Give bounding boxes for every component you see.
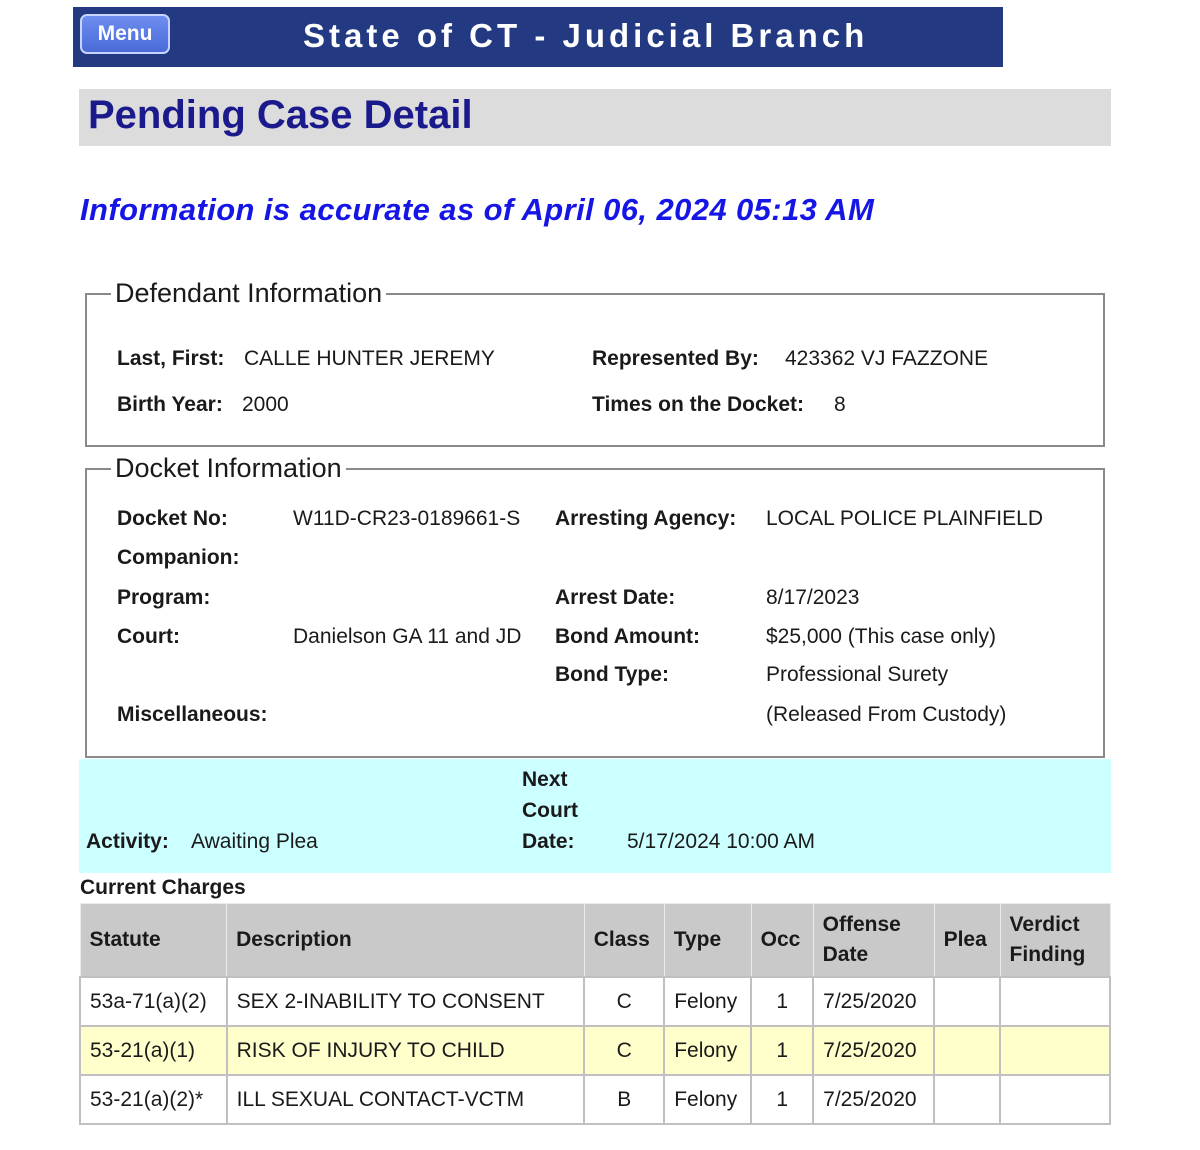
- col-offense-date-line1: Offense: [822, 913, 901, 936]
- charges-header-row: [80, 904, 1110, 978]
- companion-label: Companion:: [117, 546, 240, 569]
- class-cell: C: [584, 1026, 664, 1075]
- occ-cell: 1: [751, 1075, 813, 1124]
- arrest-date-label: Arrest Date:: [555, 586, 676, 609]
- activity-label: Activity:: [86, 830, 169, 853]
- table-row: [80, 977, 1110, 1026]
- times-on-docket-label: Times on the Docket:: [592, 393, 804, 416]
- col-verdict-finding: [1000, 904, 1110, 978]
- docket-info-legend: Docket Information: [115, 453, 342, 483]
- type-cell: Felony: [664, 977, 751, 1026]
- statute-cell: 53a-71(a)(2): [80, 977, 227, 1026]
- table-row: [80, 1075, 1110, 1124]
- col-class: Class: [584, 904, 664, 978]
- col-verdict-line2: Finding: [1009, 943, 1086, 966]
- accuracy-note: Information is accurate as of April 06, 2024 05:13 AM: [80, 192, 875, 227]
- custody-status: (Released From Custody): [766, 703, 1007, 726]
- col-plea: Plea: [934, 904, 1000, 978]
- menu-button[interactable]: Menu: [80, 14, 170, 54]
- activity-value: Awaiting Plea: [191, 830, 318, 853]
- bond-amount-label: Bond Amount:: [555, 625, 701, 648]
- bond-type-value: Professional Surety: [766, 663, 949, 686]
- charges-table: [79, 903, 1111, 1125]
- type-cell: Felony: [664, 1075, 751, 1124]
- defendant-info-legend: Defendant Information: [115, 278, 383, 308]
- birth-year-value: 2000: [242, 393, 289, 416]
- program-label: Program:: [117, 586, 211, 609]
- page-title: Pending Case Detail: [88, 93, 473, 137]
- col-offense-date: [813, 904, 934, 978]
- times-on-docket-value: 8: [834, 393, 846, 416]
- plea-cell: [934, 1075, 1000, 1124]
- statute-cell: 53-21(a)(1): [80, 1026, 227, 1075]
- miscellaneous-label: Miscellaneous:: [117, 703, 268, 726]
- col-statute: Statute: [80, 904, 227, 978]
- offense-date-cell: 7/25/2020: [813, 1075, 934, 1124]
- bond-amount-value: $25,000 (This case only): [766, 625, 996, 648]
- current-charges-title: Current Charges: [80, 876, 246, 899]
- birth-year-label: Birth Year:: [117, 393, 223, 416]
- represented-by-label: Represented By:: [592, 347, 759, 370]
- col-verdict-line1: Verdict: [1009, 913, 1080, 936]
- type-cell: Felony: [664, 1026, 751, 1075]
- description-cell: SEX 2-INABILITY TO CONSENT: [227, 977, 585, 1026]
- verdict-cell: [1000, 1075, 1110, 1124]
- description-cell: RISK OF INJURY TO CHILD: [227, 1026, 585, 1075]
- docket-no-label: Docket No:: [117, 507, 228, 530]
- class-cell: B: [584, 1075, 664, 1124]
- verdict-cell: [1000, 1026, 1110, 1075]
- col-occ: Occ: [751, 904, 813, 978]
- name-value: CALLE HUNTER JEREMY: [244, 347, 495, 370]
- next-court-label-line2: Court: [522, 799, 578, 822]
- next-court-date-value: 5/17/2024 10:00 AM: [627, 830, 815, 853]
- docket-no-value: W11D-CR23-0189661-S: [293, 507, 521, 530]
- plea-cell: [934, 1026, 1000, 1075]
- arresting-agency-value: LOCAL POLICE PLAINFIELD: [766, 507, 1043, 530]
- site-title: State of CT - Judicial Branch: [303, 17, 869, 54]
- offense-date-cell: 7/25/2020: [813, 1026, 934, 1075]
- col-type: Type: [664, 904, 751, 978]
- verdict-cell: [1000, 977, 1110, 1026]
- offense-date-cell: 7/25/2020: [813, 977, 934, 1026]
- court-value: Danielson GA 11 and JD: [293, 625, 522, 648]
- table-row: [80, 1026, 1110, 1075]
- arresting-agency-label: Arresting Agency:: [555, 507, 737, 530]
- col-offense-date-line2: Date: [822, 943, 869, 966]
- court-label: Court:: [117, 625, 180, 648]
- name-label: Last, First:: [117, 347, 225, 370]
- next-court-label-line1: Next: [522, 768, 568, 791]
- next-court-label-line3: Date:: [522, 830, 575, 853]
- arrest-date-value: 8/17/2023: [766, 586, 860, 609]
- plea-cell: [934, 977, 1000, 1026]
- site-header: [73, 7, 1003, 67]
- col-description: Description: [227, 904, 585, 978]
- bond-type-label: Bond Type:: [555, 663, 669, 686]
- class-cell: C: [584, 977, 664, 1026]
- activity-band: [79, 759, 1111, 873]
- page-title-band: [79, 89, 1111, 146]
- represented-by-value: 423362 VJ FAZZONE: [785, 347, 989, 370]
- description-cell: ILL SEXUAL CONTACT-VCTM: [227, 1075, 585, 1124]
- occ-cell: 1: [751, 977, 813, 1026]
- statute-cell: 53-21(a)(2)*: [80, 1075, 227, 1124]
- occ-cell: 1: [751, 1026, 813, 1075]
